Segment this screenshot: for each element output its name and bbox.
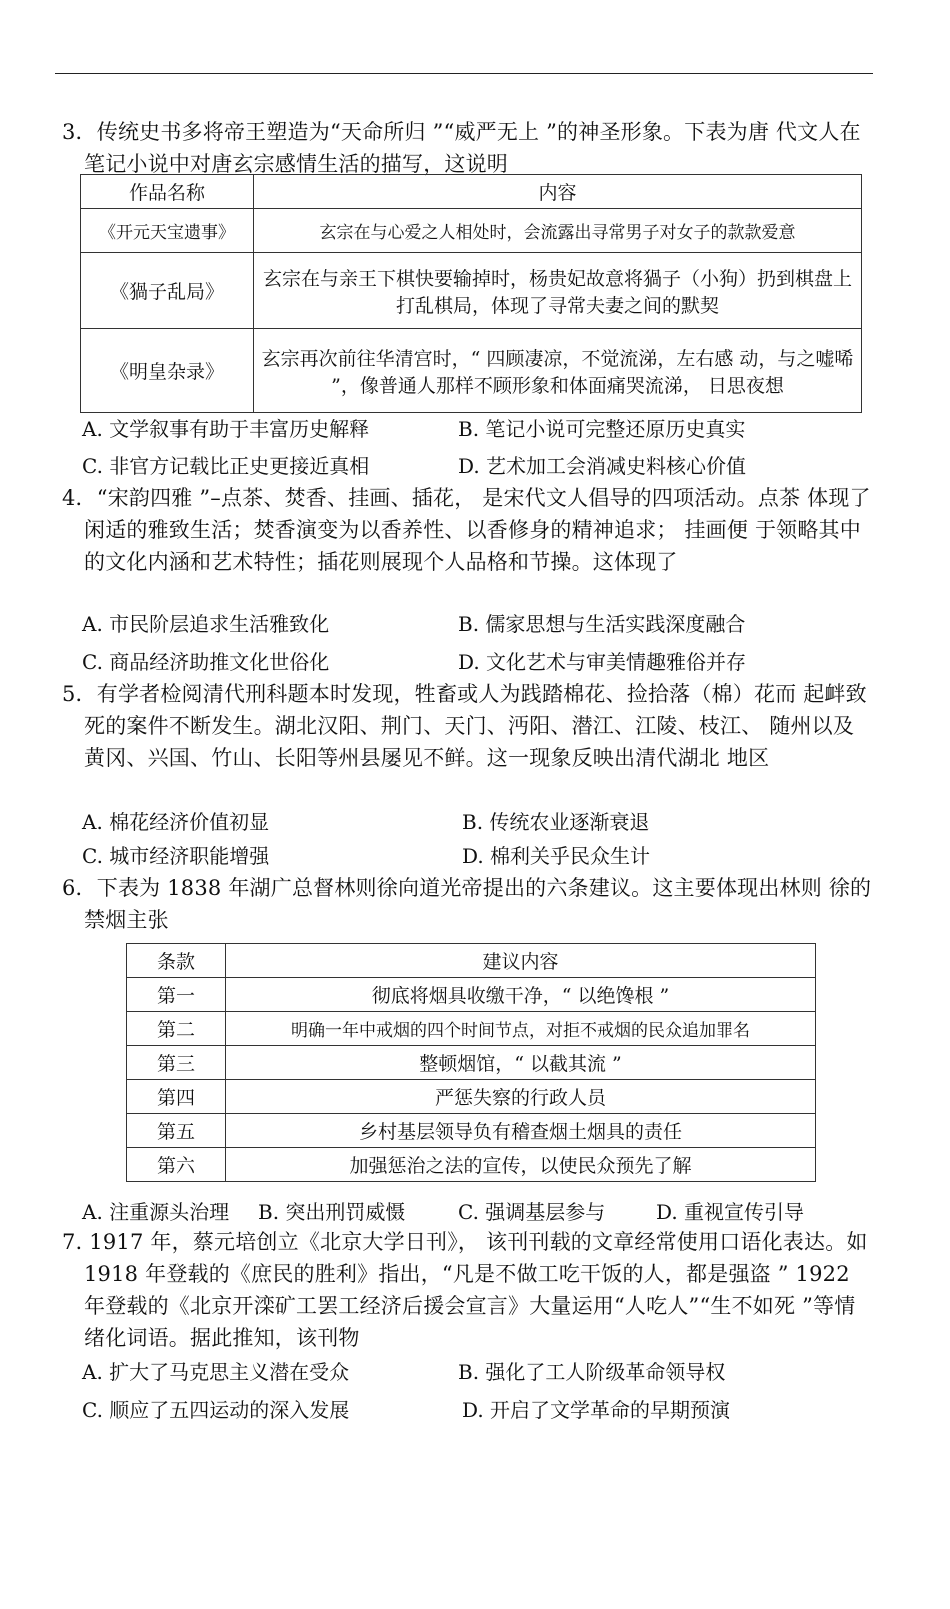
q6-header-content: 建议内容: [226, 944, 816, 978]
q5-option-b[interactable]: B. 传统农业逐渐衰退: [462, 810, 650, 834]
q6-option-c[interactable]: C. 强调基层参与: [458, 1200, 606, 1224]
q6-row-2-content: 明确一年中戒烟的四个时间节点，对拒不戒烟的民众追加罪名: [226, 1012, 816, 1046]
q3-row-1-content: 玄宗在与心爱之人相处时，会流露出寻常男子对女子的款款爱意: [254, 209, 862, 253]
q3-row-3-work: 《明皇杂录》: [81, 329, 254, 413]
q6-option-a[interactable]: A. 注重源头治理: [82, 1200, 230, 1224]
q3-option-d[interactable]: D. 艺术加工会消减史料核心价值: [458, 454, 747, 478]
q7-option-d[interactable]: D. 开启了文学革命的早期预演: [462, 1398, 731, 1422]
question-5-stem: 5．有学者检阅清代刑科题本时发现，牲畜或人为践踏棉花、捡拾落（棉）花而 起衅致死的案件不断发生。湖北汉阳、荆门、天门、沔阳、潜江、江陵、枝江、 随州以及黄冈、兴国、竹山、长阳等州县屡见不鲜。这一现象反映出清代湖北 地区: [62, 682, 867, 770]
q3-option-a[interactable]: A. 文学叙事有助于丰富历史解释: [82, 417, 370, 441]
question-7: [62, 1226, 872, 1354]
q7-option-a[interactable]: A. 扩大了马克思主义潜在受众: [82, 1360, 350, 1384]
q3-row-3-content: 玄宗再次前往华清宫时，“ 四顾凄凉，不觉流涕，左右感 动，与之嘘唏 ”，像普通人那样不顾形象和体面痛哭流涕， 日思夜想: [254, 329, 862, 413]
question-6: [62, 872, 872, 936]
q3-row-2-work: 《猧子乱局》: [81, 253, 254, 329]
q6-table: [126, 943, 816, 1182]
q6-option-d[interactable]: D. 重视宣传引导: [656, 1200, 805, 1224]
q4-option-d[interactable]: D. 文化艺术与审美情趣雅俗并存: [458, 650, 747, 674]
top-rule: [55, 73, 873, 74]
q4-option-c[interactable]: C. 商品经济助推文化世俗化: [82, 650, 330, 674]
q6-row-3-content: 整顿烟馆，“ 以截其流 ”: [226, 1046, 816, 1080]
q6-row-2-clause: 第二: [127, 1012, 226, 1046]
q6-row-1-clause: 第一: [127, 978, 226, 1012]
question-4: [62, 482, 872, 578]
q6-row-1-content: 彻底将烟具收缴干净，“ 以绝馋根 ”: [226, 978, 816, 1012]
question-7-stem: 7. 1917 年，蔡元培创立《北京大学日刊》， 该刊刊载的文章经常使用口语化表达。如 1918 年登载的《庶民的胜利》指出，“凡是不做工吃干饭的人，都是强盗 ” 1922 年登载的《北京开滦矿工罢工经济后援会宣言》大量运用“人吃人”“生不如死 ”等情绪化词语。据此推知，该刊物: [62, 1230, 868, 1350]
q3-header-content: 内容: [254, 175, 862, 209]
q6-row-3-clause: 第三: [127, 1046, 226, 1080]
q6-row-5-clause: 第五: [127, 1114, 226, 1148]
q6-row-4-clause: 第四: [127, 1080, 226, 1114]
q6-row-6-content: 加强惩治之法的宣传，以使民众预先了解: [226, 1148, 816, 1182]
q7-option-c[interactable]: C. 顺应了五四运动的深入发展: [82, 1398, 350, 1422]
question-3-stem: 3．传统史书多将帝王塑造为“天命所归 ”“威严无上 ”的神圣形象。下表为唐 代文人在笔记小说中对唐玄宗感情生活的描写，这说明: [62, 120, 861, 176]
question-3: [62, 116, 872, 180]
q3-row-2-content: 玄宗在与亲王下棋快要输掉时，杨贵妃故意将猧子（小狗）扔到棋盘上打乱棋局，体现了寻常夫妻之间的默契: [254, 253, 862, 329]
q6-header-clause: 条款: [127, 944, 226, 978]
q3-table: [80, 174, 862, 413]
q6-row-6-clause: 第六: [127, 1148, 226, 1182]
q6-row-4-content: 严惩失察的行政人员: [226, 1080, 816, 1114]
q6-row-5-content: 乡村基层领导负有稽查烟土烟具的责任: [226, 1114, 816, 1148]
question-5: [62, 678, 872, 774]
q3-option-c[interactable]: C. 非官方记载比正史更接近真相: [82, 454, 370, 478]
q5-option-a[interactable]: A. 棉花经济价值初显: [82, 810, 270, 834]
q5-option-c[interactable]: C. 城市经济职能增强: [82, 844, 270, 868]
question-4-stem: 4．“宋韵四雅 ”–点茶、焚香、挂画、插花， 是宋代文人倡导的四项活动。点茶 体现了闲适的雅致生活；焚香演变为以香养性、以香修身的精神追求； 挂画便 于领略其中的文化内涵和艺术特性；插花则展现个人品格和节操。这体现了: [62, 486, 871, 574]
q3-header-work: 作品名称: [81, 175, 254, 209]
q7-option-b[interactable]: B. 强化了工人阶级革命领导权: [458, 1360, 726, 1384]
q3-option-b[interactable]: B. 笔记小说可完整还原历史真实: [458, 417, 746, 441]
q5-option-d[interactable]: D. 棉利关乎民众生计: [462, 844, 651, 868]
question-6-stem: 6．下表为 1838 年湖广总督林则徐向道光帝提出的六条建议。这主要体现出林则 徐的禁烟主张: [62, 876, 872, 932]
q3-row-1-work: 《开元天宝遗事》: [81, 209, 254, 253]
q6-option-b[interactable]: B. 突出刑罚威慑: [258, 1200, 406, 1224]
q4-option-a[interactable]: A. 市民阶层追求生活雅致化: [82, 612, 330, 636]
q4-option-b[interactable]: B. 儒家思想与生活实践深度融合: [458, 612, 746, 636]
